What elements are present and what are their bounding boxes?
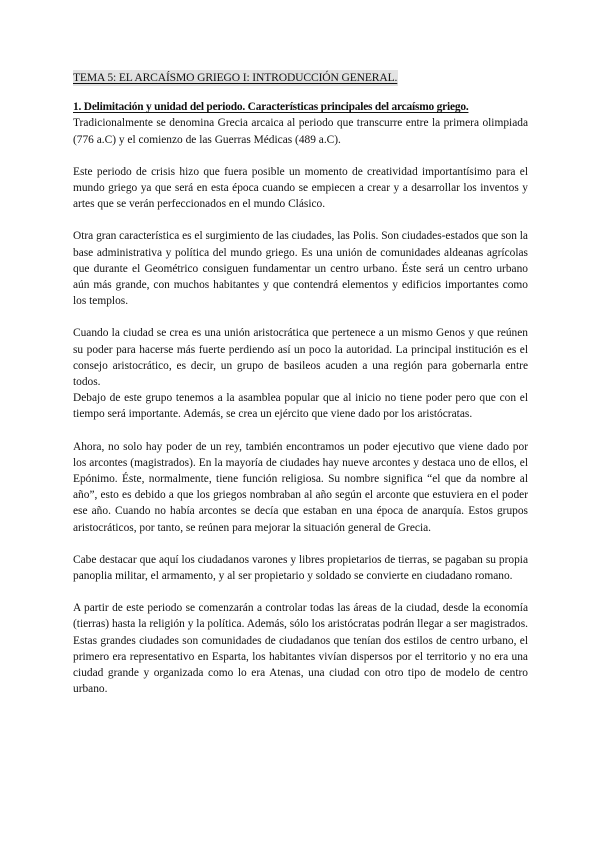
paragraph-3: Otra gran característica es el surgimiento de las ciudades, las Polis. Son ciudades-estados que son la base administrativa y política del mundo griego. Es una unión de comunidades aldeanas agrícolas que durante el Geométrico consiguen fundamentar un centro urbano. Éste será un centro urbano aún más grande, con muchos habitantes y que contendrá elementos y edificios importantes como los templos.	[73, 230, 528, 308]
paragraph-4: Cuando la ciudad se crea es una unión aristocrática que pertenece a un mismo Genos y que reúnen su poder para hacerse más fuerte perdiendo así un poco la autoridad. La principal institución es el consejo aristocrático, es decir, un grupo de basileos acuden a una región para gobernarla entre todos.	[73, 327, 528, 389]
paragraph-6: Ahora, no solo hay poder de un rey, también encontramos un poder ejecutivo que viene dado por los arcontes (magistrados). En la mayoría de ciudades hay nueve arcontes y destaca uno de ellos, el Epónimo. Éste, normalmente, tiene función religiosa. Su nombre significa “el que da nombre al año”, esto es debido a que los griegos nombraban al año según el arconte que estuviera en el poder ese año. Cuando no había arcontes se decía que estaban en una época de anarquía. Estos grupos aristocráticos, por tanto, se reúnen para mejorar la situación general de Grecia.	[73, 440, 528, 534]
paragraph-1: Tradicionalmente se denomina Grecia arcaica al periodo que transcurre entre la primera olimpiada (776 a.C) y el comienzo de las Guerras Médicas (489 a.C).	[73, 117, 528, 146]
document-page	[73, 70, 528, 714]
paragraph-8: A partir de este periodo se comenzarán a controlar todas las áreas de la ciudad, desde la economía (tierras) hasta la religión y la política. Además, sólo los aristócratas podrán llegar a ser magistrados. Estas grandes ciudades son comunidades de ciudadanos que tenían dos estilos de centro urbano, el primero era representativo en Esparta, los habitantes vivían dispersos por el territorio y no era una ciudad grande y organizada como lo era Atenas, una ciudad con otro tipo de modelo de centro urbano.	[73, 602, 528, 696]
document-title: TEMA 5: EL ARCAÍSMO GRIEGO I: INTRODUCCIÓN GENERAL.	[73, 70, 398, 86]
paragraph-2: Este periodo de crisis hizo que fuera posible un momento de creatividad importantísimo para el mundo griego ya que será en esta época cuando se empiecen a crear y a desarrollar los inventos y artes que se verán perfeccionados en el mundo Clásico.	[73, 165, 528, 211]
section-heading: 1. Delimitación y unidad del periodo. Características principales del arcaísmo griego.	[73, 101, 469, 114]
paragraph-5: Debajo de este grupo tenemos a la asamblea popular que al inicio no tiene poder pero que con el tiempo será importante. Además, se crea un ejército que viene dado por los aristócratas.	[73, 392, 528, 421]
paragraph-7: Cabe destacar que aquí los ciudadanos varones y libres propietarios de tierras, se pagaban su propia panoplia militar, el armamento, y al ser propietario y soldado se convierte en ciudadano romano.	[73, 553, 528, 583]
